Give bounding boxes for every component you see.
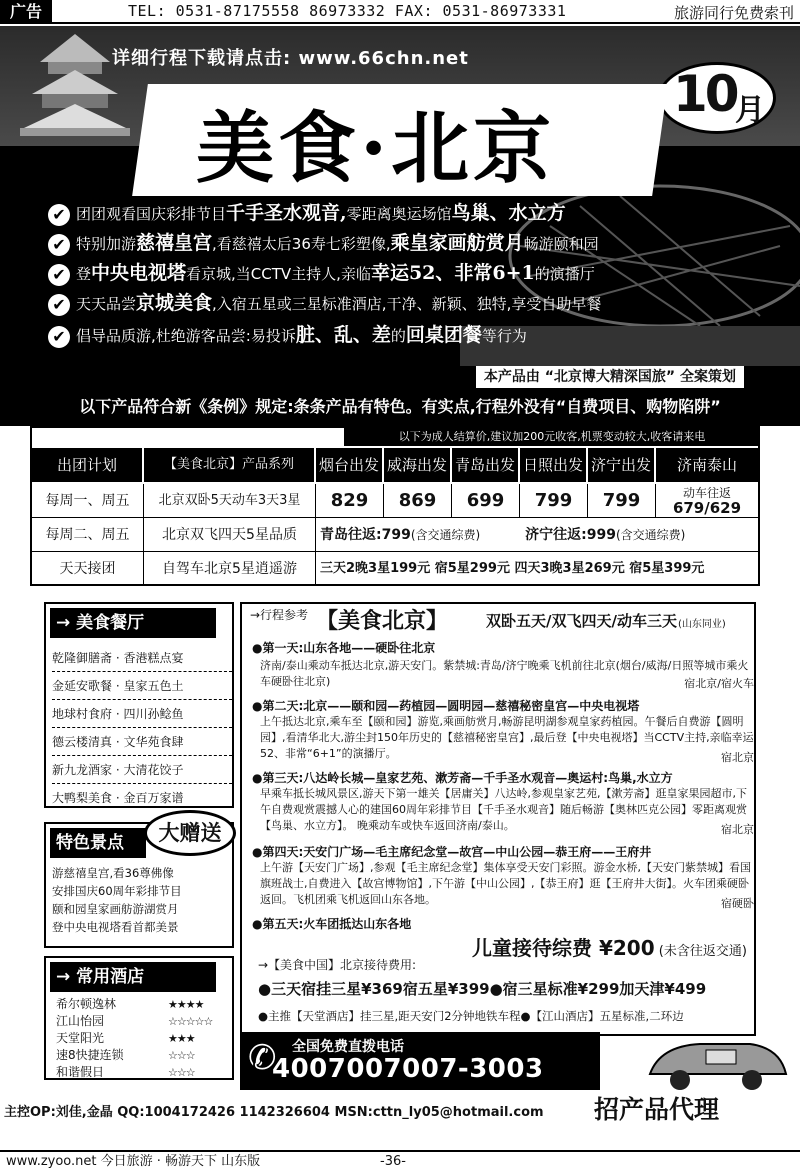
contact-tel-fax: TEL: 0531-87175558 86973332 FAX: 0531-86973331 [128, 2, 567, 20]
feature-5: ✔ 倡导品质游,杜绝游客品尝:易投诉脏、乱、差的回桌团餐等行为 [48, 320, 788, 350]
itinerary-union: (山东同业) [678, 619, 726, 630]
price-table [30, 426, 760, 586]
telephone-icon: ✆ [248, 1038, 277, 1078]
free-brochure-note: 旅游同行免费索刊 [673, 4, 794, 22]
ad-label: 广告 [0, 0, 52, 24]
main-hotel-line: ●主推【天堂酒店】挂三星,距天安门2分钟地铁车程●【江山酒店】五星标准,二环边 [258, 1009, 684, 1023]
restaurant-item: 乾隆御膳斋 · 香港糕点宴 [52, 644, 232, 672]
day2-desc: 上午抵达北京,乘车至【颐和园】游览,乘画舫赏月,畅游昆明湖参观皇家药植园。午餐后自费游【圆明园】,看清华北大,游尘封150年历史的【慈禧秘密皇宫】,最后登【中央电视塔】当CCTV主持,亲临幸运52、非常“6+1”的演播厅。 宿北京 [260, 715, 754, 764]
car-cartoon-icon [640, 1034, 790, 1094]
check-icon: ✔ [48, 294, 70, 316]
feature-1: ✔ 团团观看国庆彩排节目千手圣水观音,零距离奥运场馆鸟巢、水立方 [48, 198, 788, 228]
feature-2: ✔ 特别加游慈禧皇宫,看慈禧太后36寿七彩塑像,乘皇家画舫赏月畅游颐和园 [48, 228, 788, 258]
row1-price-weihai: 869 [384, 484, 452, 518]
header-series: 【美食北京】产品系列 [144, 448, 316, 482]
hotel-item: 速8快捷连锁 ☆☆☆ [56, 1048, 195, 1062]
month-badge [658, 62, 776, 134]
feature-3: ✔ 登中央电视塔看京城,当CCTV主持人,亲临幸运52、非常6+1的演播厅 [48, 258, 788, 288]
child-fee: 儿童接待综费 ¥200 (未含往返交通) [472, 936, 747, 960]
month-number: 10 [673, 65, 737, 123]
attraction-item: 颐和园皇家画舫游湖赏月 [52, 902, 179, 916]
restaurant-item: 大鸭梨美食 · 金百万家谱 [52, 791, 184, 805]
day2-title: ●第二天:北京——颐和园—药植园—圆明园—慈禧秘密皇宫—中央电视塔 [252, 699, 640, 713]
row3-product: 自驾车北京5星逍遥游 [144, 552, 316, 586]
service-fee-title: →【美食中国】北京接待费用: [258, 958, 417, 972]
row1-price-yantai: 829 [316, 484, 384, 518]
top-bar [0, 0, 800, 24]
service-fee-line: ●三天宿挂三星¥369宿五星¥399●宿三星标准¥299加天津¥499 [258, 980, 707, 998]
row1-product: 北京双卧5天动车3天3星 [144, 484, 316, 518]
hotline-label: 全国免费直拨电话 [292, 1039, 404, 1055]
footer [0, 1150, 800, 1171]
row1-price-qingdao: 699 [452, 484, 520, 518]
page-number: -36- [380, 1154, 406, 1169]
restaurant-item: 新九龙酒家 · 大清花饺子 [52, 756, 232, 784]
check-icon: ✔ [48, 264, 70, 286]
attraction-item: 游慈禧皇宫,看36尊佛像 [52, 866, 174, 880]
row2-prices: 青岛往返:799(含交通综费) 济宁往返:999(含交通综费) [316, 518, 758, 552]
planning-note-bar [0, 366, 800, 388]
itinerary-ref: →行程参考 [250, 608, 309, 622]
row3-prices: 三天2晚3星199元 宿5星299元 四天3晚3星269元 宿5星399元 [320, 561, 705, 576]
itinerary-subtitle: 双卧五天/双飞四天/动车三天 [486, 612, 677, 630]
header-dep-qingdao: 青岛出发 [452, 448, 520, 482]
check-icon: ✔ [48, 204, 70, 226]
hotline-box[interactable] [240, 1032, 600, 1090]
day1-title: ●第一天:山东各地——硬卧往北京 [252, 641, 436, 655]
restaurant-item: 金延安歌餐 · 皇家五色土 [52, 672, 232, 700]
check-icon: ✔ [48, 326, 70, 348]
day1-desc: 济南/泰山乘动车抵达北京,游天安门。紫禁城:青岛/济宁晚乘飞机前往北京(烟台/威海/日照等城市乘火车硬卧往北京) 宿北京/宿火车 [260, 659, 754, 690]
row1-price-jinan: 动车往返 679/629 [656, 484, 758, 518]
attraction-item: 登中央电视塔看首都美景 [52, 920, 179, 934]
hotels-title: → 常用酒店 [50, 962, 216, 992]
page-title: 美食·北京 [196, 103, 556, 194]
header-banner [0, 26, 800, 366]
header-dep-weihai: 威海出发 [384, 448, 452, 482]
regulation-notice: 以下产品符合新《条例》规定:条条产品有特色。有实点,行程外没有“自费项目、购物陷阱” [0, 388, 800, 426]
day3-title: ●第三天:八达岭长城—皇家艺苑、漱芳斋—千手圣水观音—奥运村:鸟巢,水立方 [252, 771, 673, 785]
itinerary-box [240, 602, 756, 1036]
row2-product: 北京双飞四天5星品质 [144, 518, 316, 552]
hotels-box [44, 956, 234, 1080]
month-unit: 月 [735, 93, 765, 128]
restaurants-title: → 美食餐厅 [50, 608, 216, 638]
download-url[interactable]: 详细行程下载请点击: www.66chn.net [112, 48, 469, 69]
header-dep-jinan: 济南泰山 [656, 448, 758, 482]
day3-desc: 早乘车抵长城风景区,游天下第一雄关【居庸关】八达岭,参观皇家艺苑,【漱芳斋】逛皇家果园超市,下午自费观赏震撼人心的建国60周年彩排节目【千手圣水观音】随后畅游【奥林匹克公园】零距离观赏【鸟巢、水立方】。 晚乘动车或快车返回济南/泰山。 宿北京 [260, 787, 754, 836]
operator-contacts: 主控OP:刘佳,金晶 QQ:1004172426 1142326604 MSN:cttn_ly05@hotmail.com [4, 1105, 544, 1120]
header-plan: 出团计划 [32, 448, 144, 482]
hotel-item: 希尔顿逸林 ★★★★ [56, 997, 204, 1011]
itinerary-title: 【美食北京】 [316, 609, 449, 634]
restaurants-box [44, 602, 234, 808]
footer-site[interactable]: www.zyoo.net 今日旅游 · 畅游天下 山东版 [6, 1154, 261, 1169]
row1-price-rizhao: 799 [520, 484, 588, 518]
check-icon: ✔ [48, 234, 70, 256]
attraction-item: 安排国庆60周年彩排节目 [52, 884, 182, 898]
hotel-item: 江山怡园 ☆☆☆☆☆ [56, 1014, 213, 1028]
header-dep-jining: 济宁出发 [588, 448, 656, 482]
row1-price-jining: 799 [588, 484, 656, 518]
hotel-item: 天堂阳光 ★★★ [56, 1031, 195, 1045]
day4-desc: 上午游【天安门广场】,参观【毛主席纪念堂】集体享受天安门彩照。游金水桥,【天安门紫禁城】看国旗班战士,自费进入【故宫博物馆】,下午游【中山公园】,【恭王府】逛【王府井大街】。火车团乘硬卧返回。飞机团乘飞机返回山东各地。 宿硬卧 [260, 861, 754, 910]
header-dep-rizhao: 日照出发 [520, 448, 588, 482]
planning-note: 本产品由 “北京博大精深国旅” 全案策划 [476, 366, 744, 388]
gift-badge: 大赠送 [144, 810, 236, 856]
price-note: 以下为成人结算价,建议加200元收客,机票变动较大,收客请来电 [344, 428, 760, 446]
hotline-number[interactable]: 4007007007-3003 [272, 1054, 544, 1084]
day5-title: ●第五天:火车团抵达山东各地 [252, 917, 412, 931]
restaurant-item: 德云楼清真 · 文华苑食肆 [52, 728, 232, 756]
row2-when: 每周二、周五 [32, 518, 144, 552]
row1-when: 每周一、周五 [32, 484, 144, 518]
hotel-item: 和谐假日 ☆☆☆ [56, 1065, 195, 1079]
row3-when: 天天接团 [32, 552, 144, 586]
attractions-title: 特色景点 [50, 828, 146, 858]
restaurant-item: 地球村食府 · 四川孙鲶鱼 [52, 700, 232, 728]
feature-4: ✔ 天天品尝京城美食,入宿五星或三星标准酒店,干净、新颖、独特,享受自助早餐 [48, 288, 788, 318]
day4-title: ●第四天:天安门广场—毛主席纪念堂—故宫—中山公园—恭王府——王府井 [252, 845, 652, 859]
agent-recruit: 招产品代理 [594, 1095, 720, 1124]
header-dep-yantai: 烟台出发 [316, 448, 384, 482]
